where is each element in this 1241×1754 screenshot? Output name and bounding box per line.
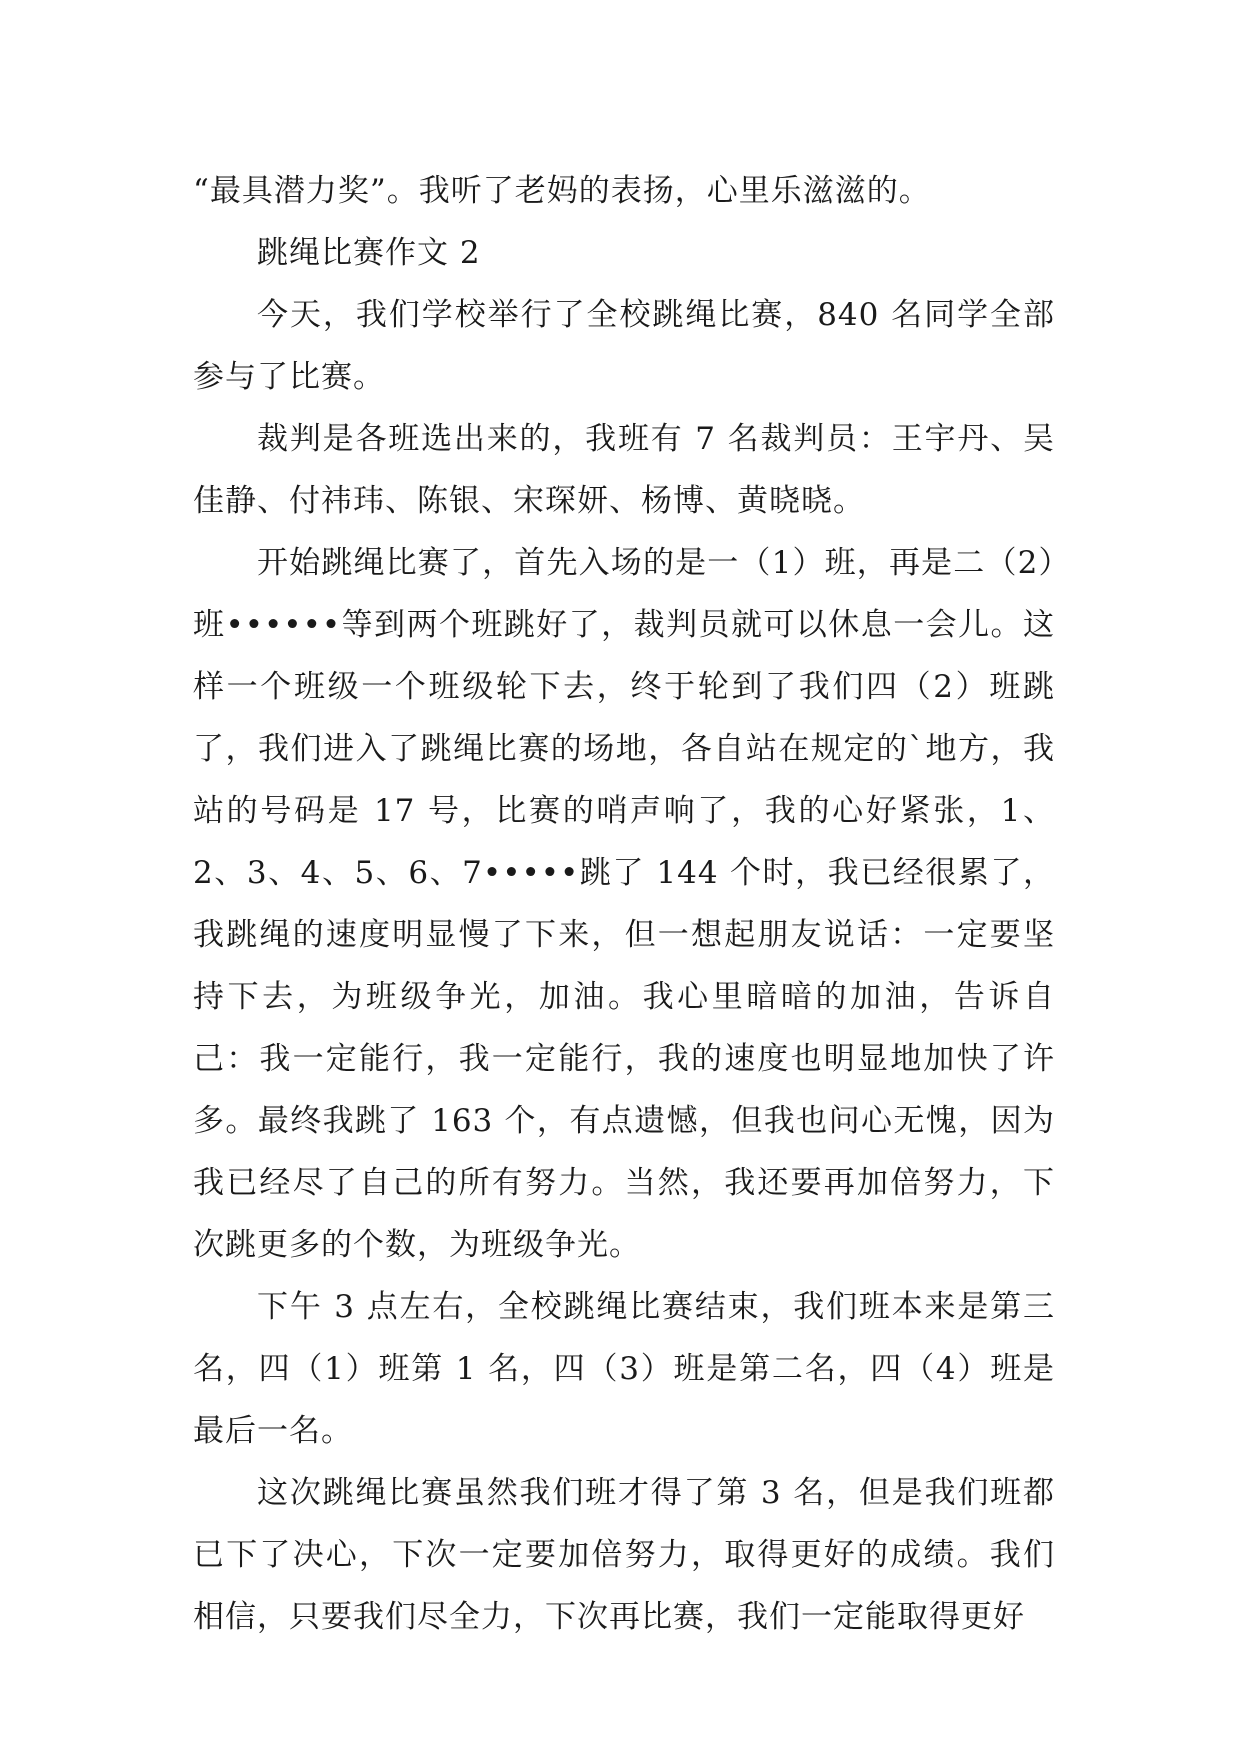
paragraph-4: 下午 3 点左右，全校跳绳比赛结束，我们班本来是第三名，四（1）班第 1 名，四（3）班是第二名，四（4）班是最后一名。 [193,1289,1055,1449]
paragraph-3: 开始跳绳比赛了，首先入场的是一（1）班，再是二（2）班••••••等到两个班跳好了，裁判员就可以休息一会儿。这样一个班级一个班级轮下去，终于轮到了我们四（2）班跳了，我们进入了跳绳比赛的场地，各自站在规定的`地方，我站的号码是 17 号，比赛的哨声响了，我的心好紧张，1、2、3、4、5、6、7•••••跳了 144 个时，我已经很累了，我跳绳的速度明显慢了下来，但一想起朋友说话：一定要坚持下去，为班级争光，加油。我心里暗暗的加油，告诉自己：我一定能行，我一定能行，我的速度也明显地加快了许多。最终我跳了 163 个，有点遗憾，但我也问心无愧，因为我已经尽了自己的所有努力。当然，我还要再加倍努力，下次跳更多的个数，为班级争光。 [193,545,1055,1263]
continuation-paragraph: “最具潜力奖”。我听了老妈的表扬，心里乐滋滋的。 [193,173,931,209]
essay-heading: 跳绳比赛作文 2 [257,235,481,271]
paragraph-1: 今天，我们学校举行了全校跳绳比赛，840 名同学全部参与了比赛。 [193,297,1055,395]
essay-body [193,160,1055,1648]
paragraph-5: 这次跳绳比赛虽然我们班才得了第 3 名，但是我们班都已下了决心，下次一定要加倍努力，取得更好的成绩。我们相信，只要我们尽全力，下次再比赛，我们一定能取得更好 [193,1475,1055,1635]
paragraph-2: 裁判是各班选出来的，我班有 7 名裁判员：王宇丹、吴佳静、付祎玮、陈银、宋琛妍、杨博、黄晓晓。 [193,421,1055,519]
